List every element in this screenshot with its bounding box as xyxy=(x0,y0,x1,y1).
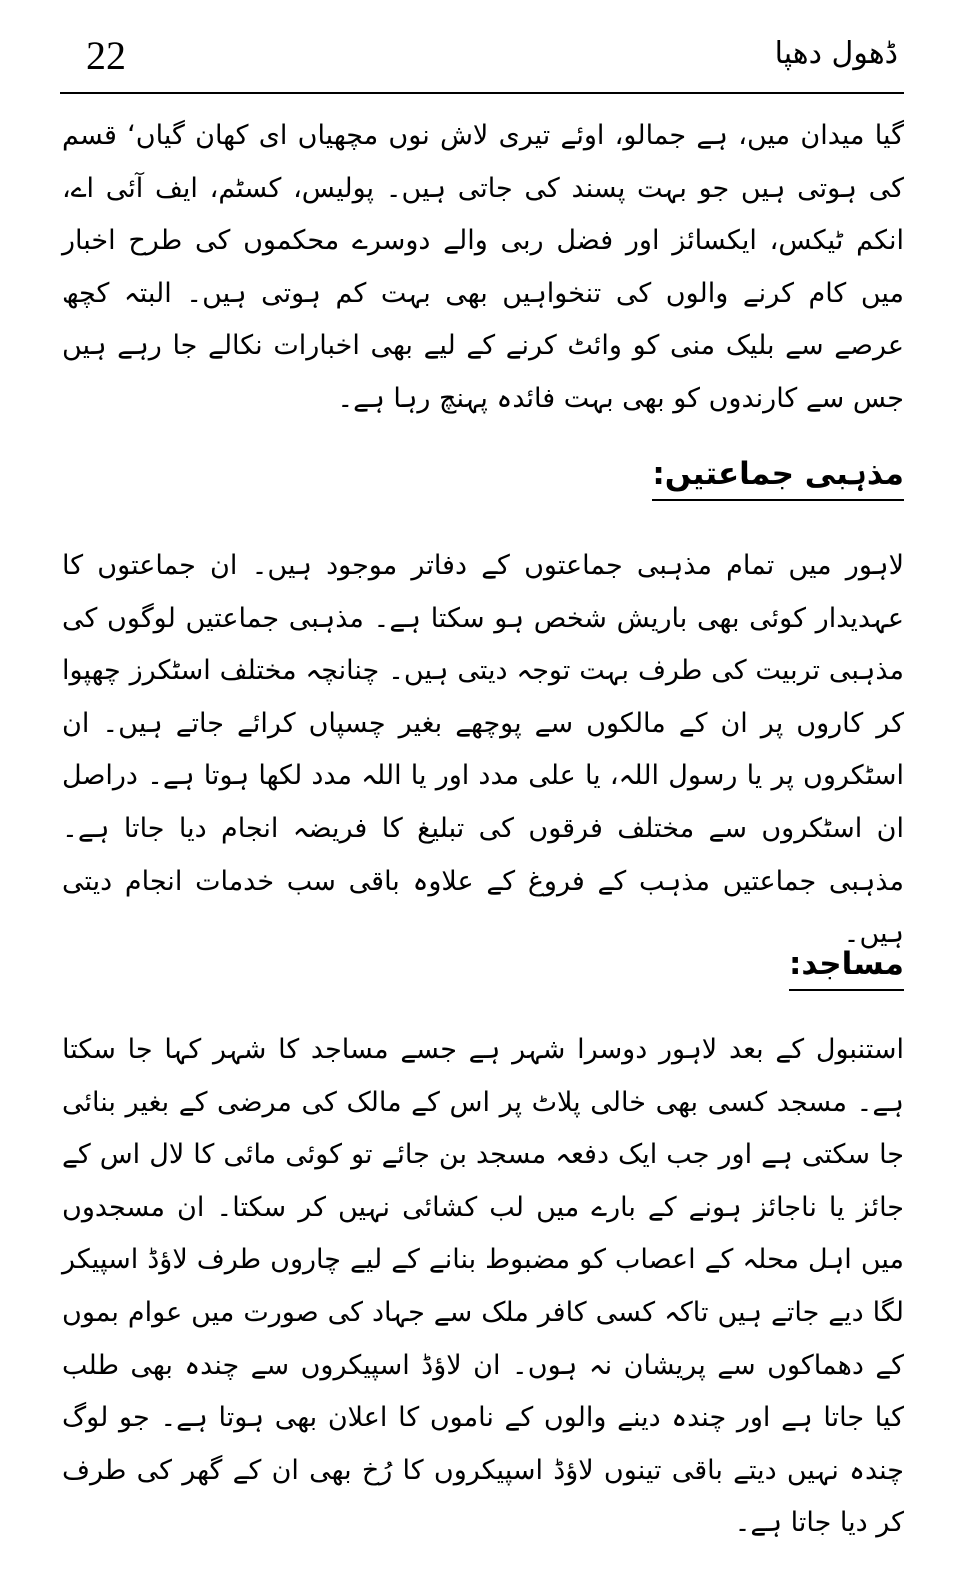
section-heading-religious-parties: مذہبی جماعتیں: xyxy=(652,452,904,501)
section-heading-mosques: مساجد: xyxy=(789,942,904,991)
page-header xyxy=(60,28,906,92)
paragraph-newspapers: گیا میدان میں، ہے جمالو، اوئے تیری لاش نوں مچھیاں ای کھان گیاں‘ قسم کی ہوتی ہیں جو بہت پسند کی جاتی ہیں۔ پولیس، کسٹم، ایف آئی اے، انکم ٹیکس، ایکسائز اور فضل ربی والے دوسرے محکموں کی طرح اخبار میں کام کرنے والوں کی تنخواہیں بھی بہت کم ہوتی ہیں۔ البتہ کچھ عرصے سے بلیک منی کو وائٹ کرنے کے لیے بھی اخبارات نکالے جا رہے ہیں جس سے کارندوں کو بھی بہت فائدہ پہنچ رہا ہے۔ xyxy=(62,120,904,414)
running-title: ڈھول دھپا xyxy=(774,36,898,71)
paragraph-mosques: استنبول کے بعد لاہور دوسرا شہر ہے جسے مساجد کا شہر کہا جا سکتا ہے۔ مسجد کسی بھی خالی پلاٹ پر اس کے مالک کی مرضی کے بغیر بنائی جا سکتی ہے اور جب ایک دفعہ مسجد بن جائے تو کوئی مائی کا لال اس کے جائز یا ناجائز ہونے کے بارے میں لب کشائی نہیں کر سکتا۔ ان مسجدوں میں اہل محلہ کے اعصاب کو مضبوط بنانے کے لیے چاروں طرف لاؤڈ اسپیکر لگا دیے جاتے ہیں تاکہ کسی کافر ملک سے جہاد کی صورت میں عوام بموں کے دھماکوں سے پریشان نہ ہوں۔ ان لاؤڈ اسپیکروں سے چندہ بھی طلب کیا جاتا ہے اور چندہ دینے والوں کے ناموں کا اعلان بھی ہوتا ہے۔ جو لوگ چندہ نہیں دیتے باقی تینوں لاؤڈ اسپیکروں کا رُخ بھی ان کے گھر کی طرف کر دیا جاتا ہے۔ xyxy=(62,1034,904,1539)
page-number: 22 xyxy=(86,33,126,78)
paragraph-religious-parties: لاہور میں تمام مذہبی جماعتوں کے دفاتر موجود ہیں۔ ان جماعتوں کا عہدیدار کوئی بھی باریش شخص ہو سکتا ہے۔ مذہبی جماعتیں لوگوں کی مذہبی تربیت کی طرف بہت توجہ دیتی ہیں۔ چنانچہ مختلف اسٹکرز چھپوا کر کاروں پر ان کے مالکوں سے پوچھے بغیر چسپاں کرائے جاتے ہیں۔ ان اسٹکروں پر یا رسول اللہ، یا علی مدد اور یا اللہ مدد لکھا ہوتا ہے۔ دراصل ان اسٹکروں سے مختلف فرقوں کی تبلیغ کا فریضہ انجام دیا جاتا ہے۔ مذہبی جماعتیں مذہب کے فروغ کے علاوہ باقی سب خدمات انجام دیتی ہیں۔ xyxy=(62,550,904,950)
header-divider xyxy=(60,92,904,94)
